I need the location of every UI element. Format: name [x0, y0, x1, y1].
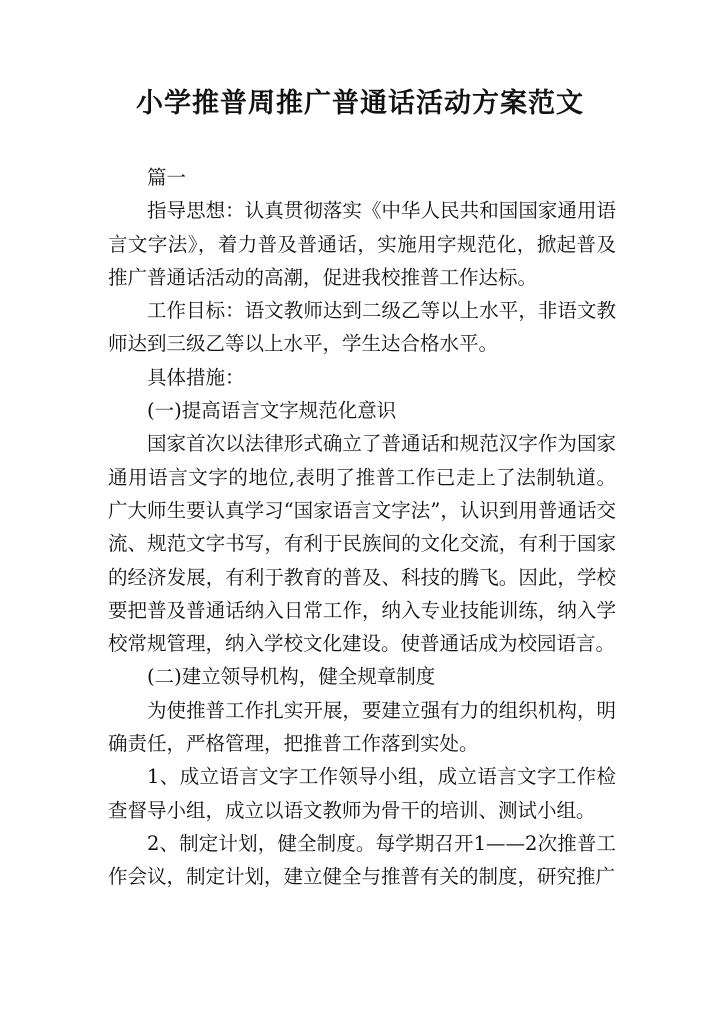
document-title: 小学推普周推广普通话活动方案范文 — [136, 88, 584, 119]
subheading-2: (二)建立领导机构，健全规章制度 — [147, 665, 436, 689]
section-heading: 篇一 — [147, 166, 187, 189]
paragraph-measures-heading: 具体措施： — [147, 365, 245, 389]
subheading-1: (一)提高语言文字规范化意识 — [147, 399, 397, 423]
list-item-1: 1、成立语言文字工作领导小组，成立语言文字工作检查督导小组，成立以语文教师为骨干的培训、测试小组。 — [108, 765, 616, 822]
paragraph-organization: 为使推普工作扎实开展，要建立强有力的组织机构，明确责任，严格管理，把推普工作落到实处。 — [108, 698, 616, 756]
paragraph-law-awareness: 国家首次以法律形式确立了普通话和规范汉字作为国家通用语言文字的地位,表明了推普工作已走上了法制轨道。广大师生要认真学习“国家语言文字法”，认识到用普通话交流、规范文字书写，有利于民族间的文化交流，有利于国家的经济发展，有利于教育的普及、科技的腾飞。因此，学校要把普及普通话纳入日常工作，纳入专业技能训练，纳入学校常规管理，纳入学校文化建设。使普通话成为校园语言。 — [108, 432, 616, 656]
document-body — [108, 161, 616, 894]
paragraph-work-goals: 工作目标：语文教师达到二级乙等以上水平，非语文教师达到三级乙等以上水平，学生达合格水平。 — [108, 299, 616, 356]
list-item-2: 2、制定计划，健全制度。每学期召开1——2次推普工作会议，制定计划，建立健全与推普有关的制度，研究推广 — [108, 831, 616, 889]
paragraph-guiding-thought: 指导思想：认真贯彻落实《中华人民共和国国家通用语言文字法》，着力普及普通话，实施用字规范化，掀起普及推广普通话活动的高潮，促进我校推普工作达标。 — [108, 199, 616, 289]
